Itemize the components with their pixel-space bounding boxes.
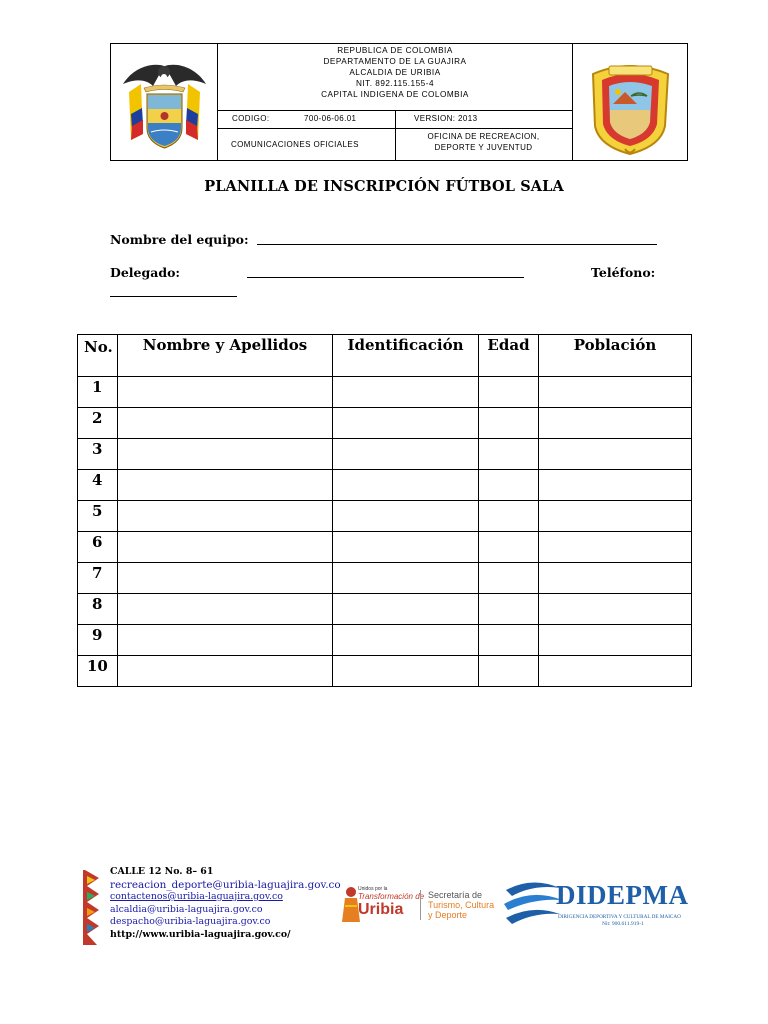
phone-field[interactable] [110,296,237,297]
identification-cell[interactable] [333,501,479,532]
phone-label: Teléfono: [591,265,656,280]
population-cell[interactable] [539,501,692,532]
header-line-capital: CAPITAL INDIGENA DE COLOMBIA [321,90,469,99]
secretaria-logo [420,890,494,920]
name-cell[interactable] [118,377,333,408]
identification-cell[interactable] [333,470,479,501]
table-row [78,625,692,656]
table-row [78,594,692,625]
table-row [78,501,692,532]
table-row [78,656,692,687]
identification-cell[interactable] [333,625,479,656]
footer-email-alcaldia[interactable]: alcaldia@uribia-laguajira.gov.co [110,903,263,915]
table-row [78,408,692,439]
header-line-republic: REPUBLICA DE COLOMBIA [337,46,453,55]
population-cell[interactable] [539,532,692,563]
population-cell[interactable] [539,470,692,501]
uribia-crest-icon [573,44,688,162]
row-number: 10 [78,656,118,687]
didepma-nit: Nit: 900.611.919-1 [602,921,644,927]
population-cell[interactable] [539,439,692,470]
population-cell[interactable] [539,656,692,687]
roster-table [77,334,692,687]
population-cell[interactable] [539,377,692,408]
header-office-row [218,128,572,160]
row-number: 4 [78,470,118,501]
row-number: 3 [78,439,118,470]
office-line-2: DEPORTE Y JUVENTUD [434,143,533,152]
office-name [395,131,572,153]
identification-cell[interactable] [333,594,479,625]
name-cell[interactable] [118,408,333,439]
table-row [78,377,692,408]
name-cell[interactable] [118,656,333,687]
code-label: CODIGO: [232,114,270,123]
header-population: Población [539,335,692,377]
uribia-transformacion-logo [322,884,425,926]
identification-cell[interactable] [333,377,479,408]
wayuu-pattern-icon [81,870,103,945]
row-number: 7 [78,563,118,594]
row-number: 9 [78,625,118,656]
uribia-logo-line-3: Uribia [358,901,404,918]
identification-cell[interactable] [333,532,479,563]
name-cell[interactable] [118,563,333,594]
header-full-name: Nombre y Apellidos [118,335,333,377]
age-cell[interactable] [479,625,539,656]
didepma-logo [502,876,702,936]
code-value: 700-06-06.01 [304,114,357,123]
age-cell[interactable] [479,377,539,408]
office-line-1: OFICINA DE RECREACION, [427,132,540,141]
identification-cell[interactable] [333,563,479,594]
population-cell[interactable] [539,625,692,656]
comunicaciones-label: COMUNICACIONES OFICIALES [231,140,359,149]
identification-cell[interactable] [333,408,479,439]
header-code-row [218,111,572,129]
document-header [110,43,688,161]
header-line-department: DEPARTAMENTO DE LA GUAJIRA [323,57,467,66]
secretaria-line-3: y Deporte [428,910,468,920]
team-name-field[interactable] [257,244,657,245]
age-cell[interactable] [479,594,539,625]
table-row [78,470,692,501]
header-number: No. [78,335,118,377]
header-line-nit: NIT. 892.115.155-4 [355,79,435,88]
version-value: VERSION: 2013 [414,114,478,123]
name-cell[interactable] [118,439,333,470]
colombia-coat-of-arms-cell [111,44,218,160]
secretaria-line-1: Secretaría de [428,890,483,900]
header-line-mayoralty: ALCALDIA DE URIBIA [349,68,441,77]
didepma-emblem-icon [502,876,564,928]
age-cell[interactable] [479,656,539,687]
didepma-subtitle: DIRIGENCIA DEPORTIVA Y CULTURAL DE MAICAO [558,914,681,920]
age-cell[interactable] [479,439,539,470]
population-cell[interactable] [539,563,692,594]
table-row [78,532,692,563]
header-institution-block [218,44,572,111]
name-cell[interactable] [118,625,333,656]
secretaria-line-2: Turismo, Cultura [428,900,495,910]
population-cell[interactable] [539,408,692,439]
didepma-name: DIDEPMA [556,880,689,910]
age-cell[interactable] [479,408,539,439]
row-number: 8 [78,594,118,625]
header-info [218,44,572,160]
age-cell[interactable] [479,501,539,532]
row-number: 2 [78,408,118,439]
name-cell[interactable] [118,501,333,532]
age-cell[interactable] [479,470,539,501]
table-header-row [78,335,692,377]
age-cell[interactable] [479,532,539,563]
footer-email-recreacion[interactable]: recreacion_deporte@uribia-laguajira.gov.co [110,878,341,891]
delegate-label: Delegado: [110,265,181,280]
footer-address: CALLE 12 No. 8– 61 [110,866,214,877]
footer-email-contacto[interactable]: contactenos@uribia-laguajira.gov.co [110,891,283,902]
delegate-field[interactable] [247,277,524,278]
table-row [78,439,692,470]
table-row [78,563,692,594]
team-name-label: Nombre del equipo: [110,232,249,247]
age-cell[interactable] [479,563,539,594]
identification-cell[interactable] [333,439,479,470]
footer-email-despacho[interactable]: despacho@uribia-laguajira.gov.co [110,916,271,927]
header-age: Edad [479,335,539,377]
row-number: 1 [78,377,118,408]
identification-cell[interactable] [333,656,479,687]
footer-website[interactable]: http://www.uribia-laguajira.gov.co/ [110,928,291,940]
uribia-logo-line-1: Unidos por la [358,886,388,892]
document-title: PLANILLA DE INSCRIPCIÓN FÚTBOL SALA [204,178,564,195]
row-number: 6 [78,532,118,563]
row-number: 5 [78,501,118,532]
population-cell[interactable] [539,594,692,625]
header-identification: Identificación [333,335,479,377]
name-cell[interactable] [118,594,333,625]
footer-contact [110,866,341,941]
uribia-logo-line-2: Transformación de [358,892,425,901]
name-cell[interactable] [118,470,333,501]
uribia-crest-cell [572,44,687,160]
name-cell[interactable] [118,532,333,563]
cell-divider [395,111,396,128]
colombia-coat-of-arms-icon [111,44,218,162]
